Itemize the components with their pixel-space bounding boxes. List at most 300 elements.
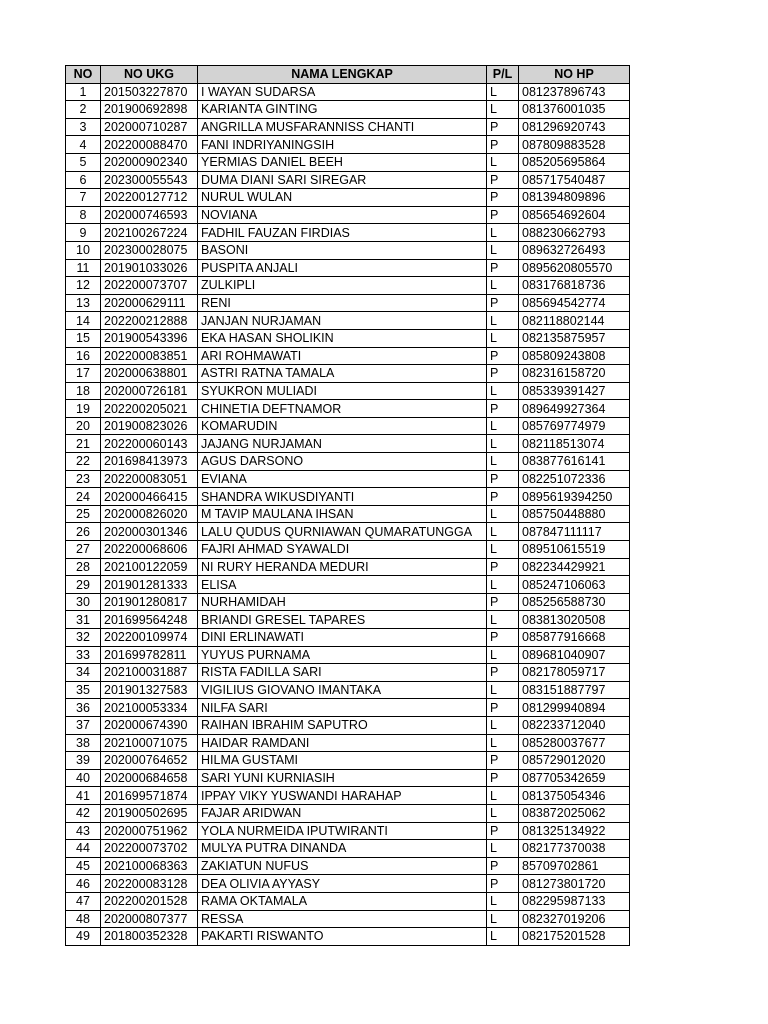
cell-no-ukg: 202200212888 [101, 312, 198, 330]
cell-gender: L [487, 892, 519, 910]
cell-gender: P [487, 365, 519, 383]
cell-no-ukg: 202100053334 [101, 699, 198, 717]
cell-nama: BASONI [198, 241, 487, 259]
cell-nama: ARI ROHMAWATI [198, 347, 487, 365]
cell-nama: NILFA SARI [198, 699, 487, 717]
cell-nama: DUMA DIANI SARI SIREGAR [198, 171, 487, 189]
cell-no: 31 [66, 611, 101, 629]
cell-no-ukg: 201900502695 [101, 804, 198, 822]
cell-no-hp: 085339391427 [519, 382, 630, 400]
cell-gender: L [487, 541, 519, 559]
cell-no-ukg: 202000746593 [101, 206, 198, 224]
table-row [66, 681, 630, 699]
cell-nama: NOVIANA [198, 206, 487, 224]
cell-no-ukg: 201900823026 [101, 417, 198, 435]
cell-no-ukg: 202200073702 [101, 840, 198, 858]
table-row [66, 505, 630, 523]
cell-no: 18 [66, 382, 101, 400]
cell-no: 11 [66, 259, 101, 277]
cell-gender: P [487, 488, 519, 506]
cell-no: 48 [66, 910, 101, 928]
cell-no: 25 [66, 505, 101, 523]
cell-gender: P [487, 558, 519, 576]
cell-no-hp: 085717540487 [519, 171, 630, 189]
cell-nama: JAJANG NURJAMAN [198, 435, 487, 453]
cell-no-ukg: 202000301346 [101, 523, 198, 541]
cell-no-hp: 087809883528 [519, 136, 630, 154]
cell-nama: RAMA OKTAMALA [198, 892, 487, 910]
cell-no-hp: 085205695864 [519, 153, 630, 171]
cell-nama: NURUL WULAN [198, 189, 487, 207]
cell-no-hp: 082295987133 [519, 892, 630, 910]
cell-nama: RESSA [198, 910, 487, 928]
cell-no: 26 [66, 523, 101, 541]
cell-no: 42 [66, 804, 101, 822]
cell-no-ukg: 202000726181 [101, 382, 198, 400]
table-row [66, 840, 630, 858]
cell-no-hp: 081375054346 [519, 787, 630, 805]
table-row [66, 892, 630, 910]
cell-no-hp: 087847111117 [519, 523, 630, 541]
cell-no: 6 [66, 171, 101, 189]
cell-no-ukg: 202000710287 [101, 118, 198, 136]
table-row [66, 153, 630, 171]
cell-nama: DINI ERLINAWATI [198, 629, 487, 647]
table-row [66, 787, 630, 805]
cell-gender: L [487, 611, 519, 629]
table-row [66, 83, 630, 101]
cell-no: 3 [66, 118, 101, 136]
cell-no-hp: 082177370038 [519, 840, 630, 858]
cell-gender: P [487, 822, 519, 840]
cell-gender: P [487, 118, 519, 136]
cell-nama: ZULKIPLI [198, 277, 487, 295]
cell-nama: KOMARUDIN [198, 417, 487, 435]
table-row [66, 101, 630, 119]
header-no-ukg: NO UKG [101, 66, 198, 84]
cell-gender: L [487, 417, 519, 435]
table-row [66, 400, 630, 418]
cell-no-ukg: 202100031887 [101, 664, 198, 682]
cell-no-ukg: 202000764652 [101, 752, 198, 770]
table-row [66, 277, 630, 295]
cell-no-hp: 089632726493 [519, 241, 630, 259]
cell-nama: HAIDAR RAMDANI [198, 734, 487, 752]
cell-gender: L [487, 277, 519, 295]
cell-no: 12 [66, 277, 101, 295]
cell-no-ukg: 202000807377 [101, 910, 198, 928]
cell-no: 24 [66, 488, 101, 506]
cell-gender: L [487, 734, 519, 752]
cell-nama: YUYUS PURNAMA [198, 646, 487, 664]
cell-no-ukg: 202000902340 [101, 153, 198, 171]
cell-no: 19 [66, 400, 101, 418]
table-row [66, 664, 630, 682]
table-row [66, 312, 630, 330]
cell-no-hp: 082327019206 [519, 910, 630, 928]
table-row [66, 928, 630, 946]
cell-gender: L [487, 224, 519, 242]
cell-no-hp: 085654692604 [519, 206, 630, 224]
cell-no-hp: 085809243808 [519, 347, 630, 365]
table-row [66, 329, 630, 347]
table-row [66, 453, 630, 471]
cell-nama: SYUKRON MULIADI [198, 382, 487, 400]
cell-no-hp: 082316158720 [519, 365, 630, 383]
table-row [66, 734, 630, 752]
cell-gender: L [487, 312, 519, 330]
cell-no-hp: 081394809896 [519, 189, 630, 207]
participant-table [65, 65, 630, 946]
cell-no: 27 [66, 541, 101, 559]
cell-nama: RENI [198, 294, 487, 312]
cell-nama: FAJAR ARIDWAN [198, 804, 487, 822]
cell-gender: P [487, 593, 519, 611]
cell-no-ukg: 201900543396 [101, 329, 198, 347]
table-row [66, 611, 630, 629]
cell-no: 47 [66, 892, 101, 910]
cell-nama: I WAYAN SUDARSA [198, 83, 487, 101]
cell-no-ukg: 202000751962 [101, 822, 198, 840]
cell-no-hp: 0895620805570 [519, 259, 630, 277]
header-gender: P/L [487, 66, 519, 84]
cell-gender: P [487, 136, 519, 154]
cell-no: 37 [66, 716, 101, 734]
table-row [66, 822, 630, 840]
table-row [66, 347, 630, 365]
cell-no: 7 [66, 189, 101, 207]
table-row [66, 593, 630, 611]
cell-no: 39 [66, 752, 101, 770]
cell-nama: PUSPITA ANJALI [198, 259, 487, 277]
cell-no: 23 [66, 470, 101, 488]
cell-no: 8 [66, 206, 101, 224]
cell-gender: P [487, 857, 519, 875]
cell-nama: ZAKIATUN NUFUS [198, 857, 487, 875]
cell-no: 35 [66, 681, 101, 699]
cell-no: 34 [66, 664, 101, 682]
cell-no-ukg: 201699782811 [101, 646, 198, 664]
cell-no-hp: 85709702861 [519, 857, 630, 875]
cell-no: 5 [66, 153, 101, 171]
cell-no-ukg: 202100122059 [101, 558, 198, 576]
cell-no-hp: 082118802144 [519, 312, 630, 330]
table-row [66, 470, 630, 488]
table-row [66, 558, 630, 576]
cell-gender: L [487, 523, 519, 541]
cell-gender: L [487, 576, 519, 594]
cell-no-hp: 082135875957 [519, 329, 630, 347]
cell-no: 4 [66, 136, 101, 154]
cell-gender: L [487, 787, 519, 805]
cell-no: 46 [66, 875, 101, 893]
cell-gender: L [487, 153, 519, 171]
cell-no-hp: 082234429921 [519, 558, 630, 576]
cell-no-ukg: 201800352328 [101, 928, 198, 946]
table-row [66, 136, 630, 154]
cell-no: 41 [66, 787, 101, 805]
cell-no: 44 [66, 840, 101, 858]
cell-no-hp: 081296920743 [519, 118, 630, 136]
cell-gender: P [487, 752, 519, 770]
cell-no-ukg: 202100068363 [101, 857, 198, 875]
table-row [66, 910, 630, 928]
cell-no-ukg: 201698413973 [101, 453, 198, 471]
cell-nama: VIGILIUS GIOVANO IMANTAKA [198, 681, 487, 699]
cell-no-hp: 085729012020 [519, 752, 630, 770]
cell-no-ukg: 202000466415 [101, 488, 198, 506]
cell-no-hp: 081299940894 [519, 699, 630, 717]
cell-nama: ASTRI RATNA TAMALA [198, 365, 487, 383]
cell-gender: L [487, 329, 519, 347]
table-row [66, 804, 630, 822]
cell-no-ukg: 201699571874 [101, 787, 198, 805]
cell-nama: FAJRI AHMAD SYAWALDI [198, 541, 487, 559]
cell-gender: L [487, 453, 519, 471]
cell-no: 38 [66, 734, 101, 752]
cell-gender: L [487, 101, 519, 119]
cell-no: 13 [66, 294, 101, 312]
cell-nama: BRIANDI GRESEL TAPARES [198, 611, 487, 629]
cell-nama: NI RURY HERANDA MEDURI [198, 558, 487, 576]
table-row [66, 576, 630, 594]
table-row [66, 435, 630, 453]
table-row [66, 875, 630, 893]
cell-no: 22 [66, 453, 101, 471]
cell-nama: SARI YUNI KURNIASIH [198, 769, 487, 787]
cell-no-ukg: 202200060143 [101, 435, 198, 453]
cell-gender: P [487, 171, 519, 189]
cell-gender: L [487, 716, 519, 734]
cell-no-ukg: 202200073707 [101, 277, 198, 295]
cell-no: 32 [66, 629, 101, 647]
cell-no: 2 [66, 101, 101, 119]
cell-no-hp: 082118513074 [519, 435, 630, 453]
cell-no-ukg: 201901327583 [101, 681, 198, 699]
header-no: NO [66, 66, 101, 84]
cell-nama: DEA OLIVIA AYYASY [198, 875, 487, 893]
cell-nama: M TAVIP MAULANA IHSAN [198, 505, 487, 523]
cell-gender: L [487, 241, 519, 259]
cell-no: 43 [66, 822, 101, 840]
cell-no-ukg: 202200068606 [101, 541, 198, 559]
table-row [66, 716, 630, 734]
cell-no: 14 [66, 312, 101, 330]
cell-gender: P [487, 206, 519, 224]
cell-nama: IPPAY VIKY YUSWANDI HARAHAP [198, 787, 487, 805]
cell-gender: P [487, 470, 519, 488]
cell-no-ukg: 202100071075 [101, 734, 198, 752]
cell-no-ukg: 201901033026 [101, 259, 198, 277]
cell-no-hp: 081273801720 [519, 875, 630, 893]
cell-no-hp: 089681040907 [519, 646, 630, 664]
cell-no-hp: 082178059717 [519, 664, 630, 682]
cell-nama: NURHAMIDAH [198, 593, 487, 611]
cell-no-ukg: 201901280817 [101, 593, 198, 611]
cell-no: 45 [66, 857, 101, 875]
cell-no-ukg: 202000638801 [101, 365, 198, 383]
table-row [66, 699, 630, 717]
cell-no-hp: 085769774979 [519, 417, 630, 435]
table-row [66, 189, 630, 207]
cell-no-hp: 085750448880 [519, 505, 630, 523]
cell-no: 29 [66, 576, 101, 594]
cell-nama: HILMA GUSTAMI [198, 752, 487, 770]
cell-no-hp: 085247106063 [519, 576, 630, 594]
cell-nama: RAIHAN IBRAHIM SAPUTRO [198, 716, 487, 734]
cell-nama: JANJAN NURJAMAN [198, 312, 487, 330]
cell-no: 33 [66, 646, 101, 664]
cell-no-hp: 085256588730 [519, 593, 630, 611]
cell-no-ukg: 202200205021 [101, 400, 198, 418]
cell-gender: P [487, 259, 519, 277]
cell-no: 1 [66, 83, 101, 101]
table-row [66, 224, 630, 242]
cell-no-hp: 081237896743 [519, 83, 630, 101]
cell-nama: AGUS DARSONO [198, 453, 487, 471]
cell-gender: P [487, 400, 519, 418]
cell-gender: P [487, 664, 519, 682]
cell-no-ukg: 202000629111 [101, 294, 198, 312]
table-row [66, 171, 630, 189]
cell-nama: ELISA [198, 576, 487, 594]
cell-no-ukg: 202200201528 [101, 892, 198, 910]
cell-gender: L [487, 840, 519, 858]
cell-no-ukg: 201503227870 [101, 83, 198, 101]
cell-no: 10 [66, 241, 101, 259]
cell-nama: FADHIL FAUZAN FIRDIAS [198, 224, 487, 242]
cell-no-hp: 085280037677 [519, 734, 630, 752]
table-row [66, 241, 630, 259]
cell-no-hp: 089510615519 [519, 541, 630, 559]
header-row [66, 66, 630, 84]
cell-no-hp: 087705342659 [519, 769, 630, 787]
cell-no-ukg: 201900692898 [101, 101, 198, 119]
table-row [66, 769, 630, 787]
cell-no-ukg: 202000826020 [101, 505, 198, 523]
table-body [66, 83, 630, 945]
table-row [66, 523, 630, 541]
cell-no-ukg: 202200127712 [101, 189, 198, 207]
cell-nama: YOLA NURMEIDA IPUTWIRANTI [198, 822, 487, 840]
cell-nama: EVIANA [198, 470, 487, 488]
cell-no: 9 [66, 224, 101, 242]
cell-gender: P [487, 347, 519, 365]
cell-gender: L [487, 646, 519, 664]
cell-nama: SHANDRA WIKUSDIYANTI [198, 488, 487, 506]
cell-no: 15 [66, 329, 101, 347]
cell-no: 36 [66, 699, 101, 717]
cell-nama: EKA HASAN SHOLIKIN [198, 329, 487, 347]
cell-no-hp: 085877916668 [519, 629, 630, 647]
cell-no-hp: 082251072336 [519, 470, 630, 488]
cell-no-ukg: 202300055543 [101, 171, 198, 189]
cell-gender: L [487, 382, 519, 400]
cell-no-ukg: 202000674390 [101, 716, 198, 734]
table-row [66, 259, 630, 277]
cell-no-hp: 082233712040 [519, 716, 630, 734]
cell-gender: P [487, 189, 519, 207]
cell-no-hp: 083877616141 [519, 453, 630, 471]
cell-no-hp: 082175201528 [519, 928, 630, 946]
cell-no-ukg: 201699564248 [101, 611, 198, 629]
cell-gender: L [487, 83, 519, 101]
table-row [66, 118, 630, 136]
cell-nama: LALU QUDUS QURNIAWAN QUMARATUNGGA [198, 523, 487, 541]
table-row [66, 206, 630, 224]
cell-nama: PAKARTI RISWANTO [198, 928, 487, 946]
cell-no-hp: 088230662793 [519, 224, 630, 242]
table-row [66, 541, 630, 559]
cell-no-hp: 081376001035 [519, 101, 630, 119]
cell-gender: L [487, 505, 519, 523]
cell-gender: L [487, 928, 519, 946]
cell-no-ukg: 202300028075 [101, 241, 198, 259]
table-row [66, 294, 630, 312]
cell-gender: P [487, 769, 519, 787]
cell-no: 17 [66, 365, 101, 383]
cell-no: 28 [66, 558, 101, 576]
cell-no-ukg: 201901281333 [101, 576, 198, 594]
cell-gender: L [487, 910, 519, 928]
table-row [66, 417, 630, 435]
cell-gender: P [487, 629, 519, 647]
cell-no: 40 [66, 769, 101, 787]
cell-no-hp: 083151887797 [519, 681, 630, 699]
cell-no-hp: 083813020508 [519, 611, 630, 629]
cell-gender: P [487, 294, 519, 312]
table-row [66, 629, 630, 647]
cell-no-ukg: 202000684658 [101, 769, 198, 787]
cell-no-ukg: 202200083851 [101, 347, 198, 365]
cell-gender: L [487, 681, 519, 699]
cell-nama: ANGRILLA MUSFARANNISS CHANTI [198, 118, 487, 136]
cell-nama: CHINETIA DEFTNAMOR [198, 400, 487, 418]
cell-no: 21 [66, 435, 101, 453]
cell-nama: YERMIAS DANIEL BEEH [198, 153, 487, 171]
cell-nama: RISTA FADILLA SARI [198, 664, 487, 682]
cell-no-ukg: 202200083128 [101, 875, 198, 893]
cell-no: 16 [66, 347, 101, 365]
cell-gender: P [487, 875, 519, 893]
cell-no-hp: 083176818736 [519, 277, 630, 295]
cell-gender: L [487, 804, 519, 822]
cell-nama: FANI INDRIYANINGSIH [198, 136, 487, 154]
cell-no-hp: 0895619394250 [519, 488, 630, 506]
cell-no: 49 [66, 928, 101, 946]
cell-nama: KARIANTA GINTING [198, 101, 487, 119]
table-row [66, 752, 630, 770]
cell-no-hp: 085694542774 [519, 294, 630, 312]
cell-no-ukg: 202200083051 [101, 470, 198, 488]
cell-no-hp: 089649927364 [519, 400, 630, 418]
cell-nama: MULYA PUTRA DINANDA [198, 840, 487, 858]
table-row [66, 382, 630, 400]
table-row [66, 365, 630, 383]
header-nama-lengkap: NAMA LENGKAP [198, 66, 487, 84]
cell-no-ukg: 202200088470 [101, 136, 198, 154]
cell-no: 20 [66, 417, 101, 435]
cell-gender: P [487, 699, 519, 717]
cell-no: 30 [66, 593, 101, 611]
cell-gender: L [487, 435, 519, 453]
cell-no-ukg: 202100267224 [101, 224, 198, 242]
table-row [66, 488, 630, 506]
cell-no-hp: 083872025062 [519, 804, 630, 822]
cell-no-ukg: 202200109974 [101, 629, 198, 647]
table-row [66, 857, 630, 875]
header-no-hp: NO HP [519, 66, 630, 84]
